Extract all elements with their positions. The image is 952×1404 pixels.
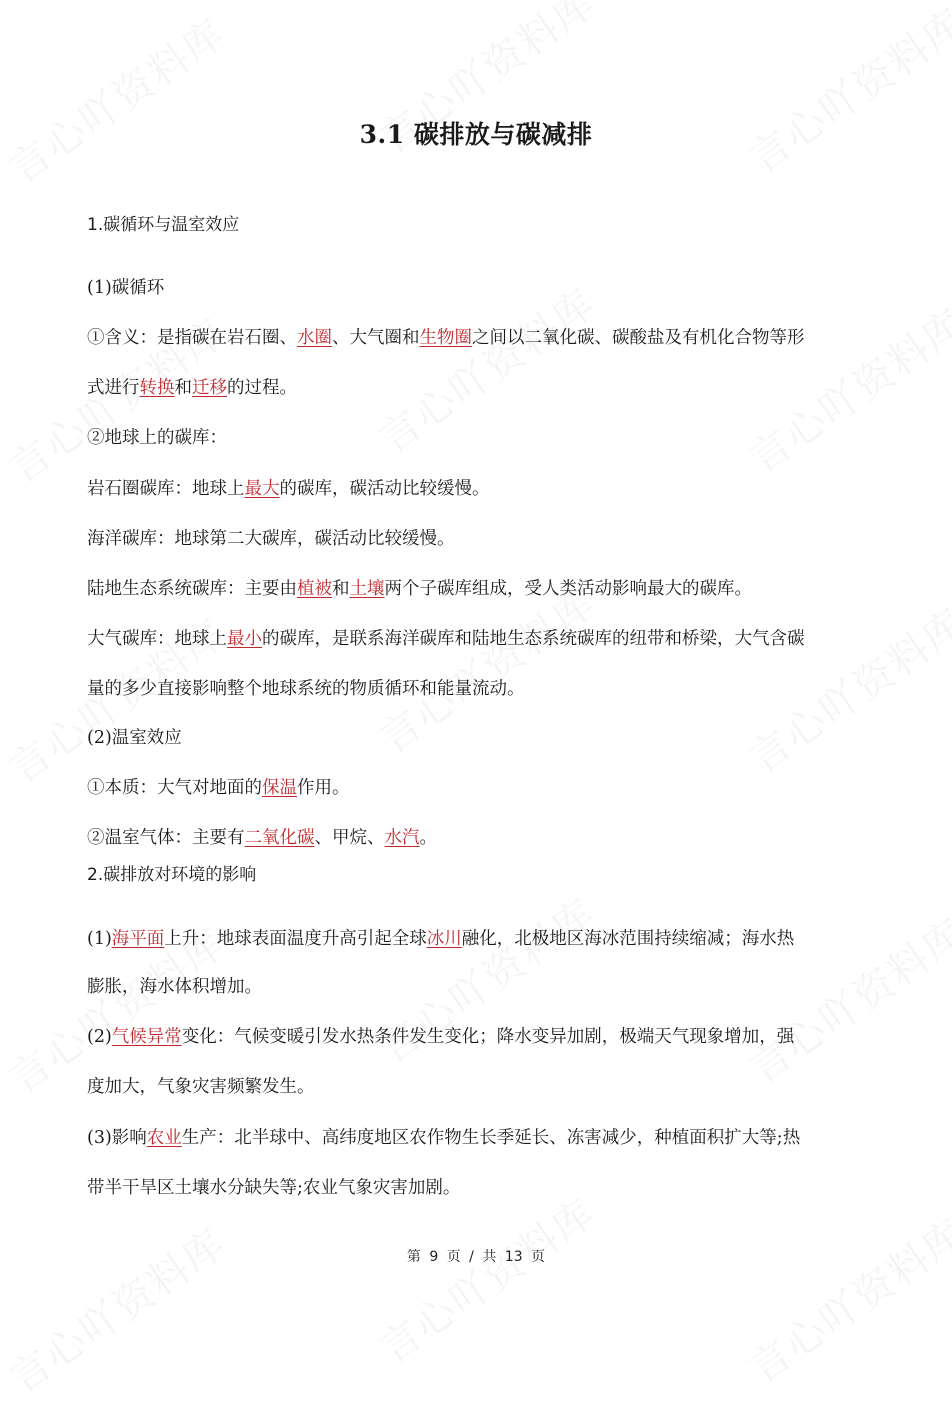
text: 。 <box>419 828 437 848</box>
text: 、大气圈和 <box>332 328 420 348</box>
page-number: 第 9 页 / 共 13 页 <box>406 1249 546 1265</box>
section-heading-carbon-cycle: 1.碳循环与温室效应 <box>87 215 240 235</box>
text: 式进行 <box>87 378 140 398</box>
text: 岩石圈碳库：地球上 <box>87 479 245 499</box>
subheading-carbon-cycle: (1)碳循环 <box>87 278 165 298</box>
keyword: 土壤 <box>349 579 385 599</box>
keyword: 转换 <box>139 378 175 398</box>
keyword: 农业 <box>146 1128 182 1148</box>
keyword: 水汽 <box>384 828 420 848</box>
paragraph-terrestrial <box>87 577 752 601</box>
text: 之间以二氧化碳、碳酸盐及有机化合物等形 <box>472 328 805 348</box>
keyword: 冰川 <box>426 929 462 949</box>
text: 和 <box>332 579 350 599</box>
text: 上升：地球表面温度升高引起全球 <box>164 929 427 949</box>
keyword: 二氧化碳 <box>244 828 315 848</box>
text: 生产：北半球中、高纬度地区农作物生长季延长、冻害减少，种植面积扩大等;热 <box>181 1128 801 1148</box>
paragraph-definition-cont <box>87 376 297 400</box>
paragraph-atmosphere <box>87 627 805 651</box>
paragraph-lithosphere <box>87 477 490 501</box>
keyword: 生物圈 <box>419 328 472 348</box>
text: 和 <box>174 378 192 398</box>
paragraph-gases <box>87 826 437 850</box>
paragraph-pools-heading: ②地球上的碳库： <box>87 428 227 448</box>
keyword: 海平面 <box>111 929 165 949</box>
keyword: 气候异常 <box>111 1027 182 1047</box>
subheading-greenhouse: (2)温室效应 <box>87 728 182 748</box>
text: 的碳库，是联系海洋碳库和陆地生态系统碳库的纽带和桥梁，大气含碳 <box>262 629 805 649</box>
text: 大气碳库：地球上 <box>87 629 227 649</box>
text: 、甲烷、 <box>314 828 385 848</box>
keyword: 最大 <box>244 479 280 499</box>
paragraph-climate-cont: 度加大，气象灾害频繁发生。 <box>87 1077 315 1097</box>
paragraph-definition <box>87 326 805 350</box>
text: ②温室气体：主要有 <box>87 828 245 848</box>
text: ①含义：是指碳在岩石圈、 <box>87 328 297 348</box>
paragraph-atmosphere-cont: 量的多少直接影响整个地球系统的物质循环和能量流动。 <box>87 679 525 699</box>
keyword: 保温 <box>262 778 297 798</box>
text: 作用。 <box>297 778 350 798</box>
paragraph-agriculture-cont: 带半干旱区土壤水分缺失等;农业气象灾害加剧。 <box>87 1178 461 1198</box>
text: (3)影响 <box>87 1128 147 1148</box>
keyword: 水圈 <box>297 328 332 348</box>
paragraph-sea-level-cont: 膨胀，海水体积增加。 <box>87 977 262 997</box>
text: 两个子碳库组成，受人类活动影响最大的碳库。 <box>384 579 752 599</box>
keyword: 最小 <box>227 629 262 649</box>
text: 的碳库，碳活动比较缓慢。 <box>279 479 490 499</box>
paragraph-sea-level <box>87 927 794 951</box>
keyword: 植被 <box>297 579 332 599</box>
text: (1) <box>87 929 112 949</box>
text: 变化：气候变暖引发水热条件发生变化；降水变异加剧，极端天气现象增加，强 <box>181 1027 795 1047</box>
keyword: 迁移 <box>192 378 227 398</box>
paragraph-essence <box>87 776 350 800</box>
paragraph-agriculture <box>87 1126 800 1150</box>
text: ①本质：大气对地面的 <box>87 778 262 798</box>
text: 融化，北极地区海冰范围持续缩减；海水热 <box>461 929 795 949</box>
text: 的过程。 <box>227 378 297 398</box>
text: (2) <box>87 1027 112 1047</box>
paragraph-ocean: 海洋碳库：地球第二大碳库，碳活动比较缓慢。 <box>87 529 455 549</box>
paragraph-climate <box>87 1025 794 1049</box>
text: 陆地生态系统碳库：主要由 <box>87 579 297 599</box>
page-title: 3.1 碳排放与碳减排 <box>359 120 593 149</box>
section-heading-emission-impact: 2.碳排放对环境的影响 <box>87 865 257 885</box>
